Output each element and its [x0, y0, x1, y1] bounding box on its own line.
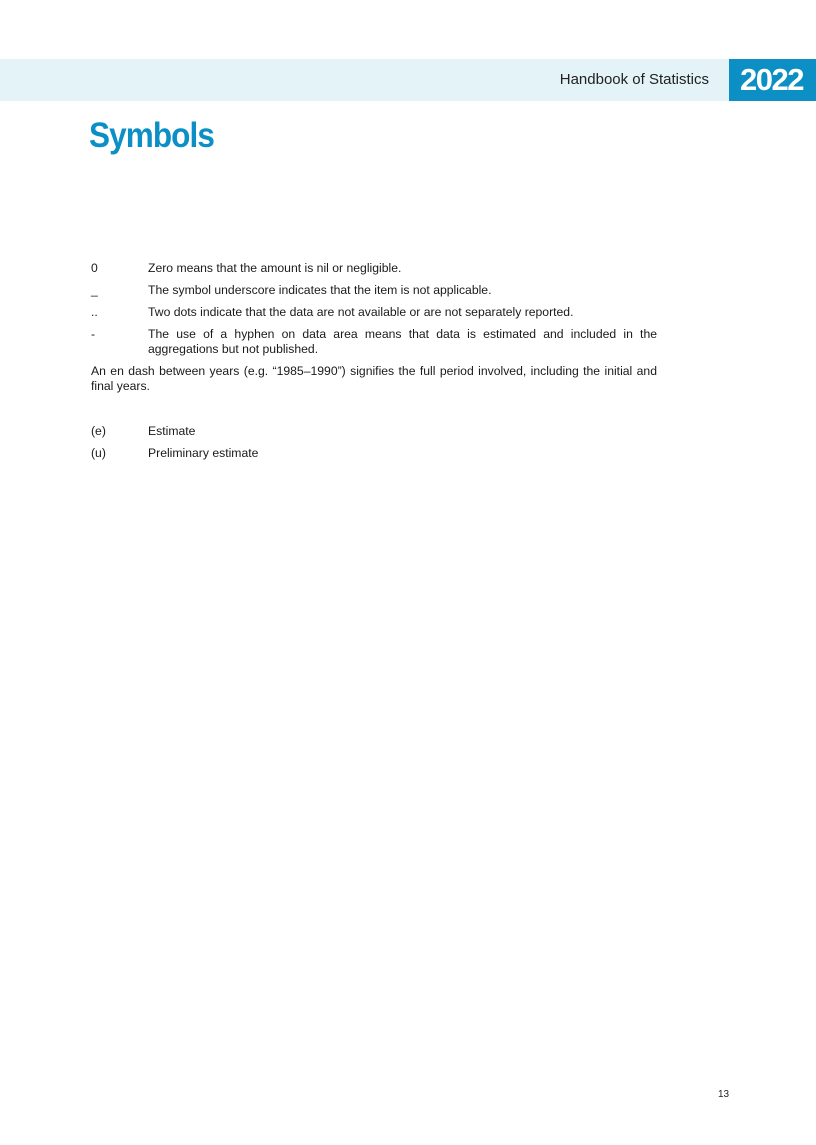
page-number: 13 [718, 1089, 730, 1100]
symbol-row-zero [91, 261, 657, 276]
symbol: (u) [91, 446, 106, 460]
symbol-row-underscore [91, 283, 657, 298]
symbol: .. [91, 305, 98, 319]
symbol-row-hyphen [91, 327, 657, 357]
symbol-definition: The symbol underscore indicates that the item is not applicable. [148, 283, 492, 297]
symbol-definition: Two dots indicate that the data are not available or are not separately reported. [148, 305, 574, 319]
symbol: _ [91, 283, 98, 297]
symbol-definition: Zero means that the amount is nil or negligible. [148, 261, 402, 275]
symbol: 0 [91, 261, 98, 275]
estimate-row [91, 424, 657, 439]
symbol: (e) [91, 424, 106, 438]
page-title: Symbols [89, 116, 215, 155]
estimate-symbols [91, 424, 657, 461]
symbol-definition: The use of a hyphen on data area means that data is estimated and included in the aggregations but not published. [148, 327, 657, 356]
symbols-list [91, 261, 657, 468]
publication-title: Handbook of Statistics [559, 71, 709, 88]
symbol: - [91, 327, 96, 341]
en-dash-note: An en dash between years (e.g. “1985–1990”) signifies the full period involved, including the initial and final years. [91, 364, 657, 393]
symbol-row-two-dots [91, 305, 657, 320]
preliminary-estimate-row [91, 446, 657, 461]
year-badge: 2022 [729, 59, 816, 101]
symbol-definition: Estimate [148, 424, 196, 438]
symbol-definition: Preliminary estimate [148, 446, 259, 460]
